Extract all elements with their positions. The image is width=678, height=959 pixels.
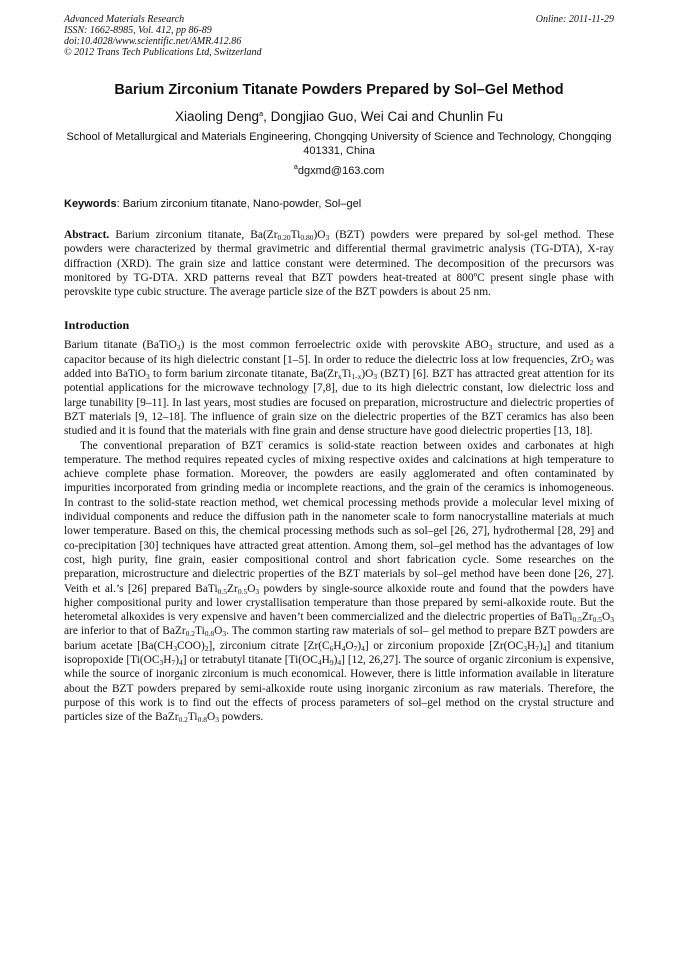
subscript: 0.5 [592, 615, 603, 625]
subscript: 4 [317, 658, 322, 668]
doi-line: doi:10.4028/www.scientific.net/AMR.412.86 [64, 36, 242, 47]
abstract-text: (BZT) powders were prepared by sol-gel method. These powders were characterized by thermal gravimetric and differential thermal gravimetric analysis (TG-DTA), X-ray diffraction (XRD). The grain size and lattice constant were determined. The decomposition of the precursors was monitored by TG-DTA. XRD patterns reveal that BZT powders heat-treated at 800ºC present single phase with perovskite type cubic structure. The average particle size of the BZT powders is about 25 nm. [64, 229, 614, 299]
text-run: Zr [227, 582, 238, 595]
subscript: 3 [222, 629, 227, 639]
subscript: 3 [173, 643, 177, 653]
subscript: 0.5 [217, 586, 228, 596]
section-heading-introduction: Introduction [64, 318, 130, 333]
text-run: H [333, 639, 342, 652]
text-run: Zr [581, 611, 593, 624]
other-authors: , Dongjiao Guo, Wei Cai and Chunlin Fu [263, 109, 504, 124]
text-run: H [321, 654, 330, 667]
email-superscript: a [293, 162, 298, 171]
abstract-text: Ti [290, 229, 301, 241]
text-run: ) is the most common ferroelectric oxide with perovskite ABO [180, 339, 489, 352]
text-run: O [214, 625, 223, 638]
subscript: 4 [542, 643, 547, 653]
subscript: 7 [535, 643, 539, 653]
keywords-label: Keywords [64, 198, 117, 210]
text-run: are inferior to that of BaZr [64, 625, 186, 638]
text-run: structure, and used as a capacitor because of its high dielectric constant [1–5]. In order to reduce the dielectric loss at low frequencies, ZrO [64, 339, 615, 366]
text-run: ) [175, 654, 180, 667]
subscript: 4 [361, 643, 365, 653]
text-run: O [345, 639, 354, 652]
text-run: ) [538, 639, 543, 652]
subscript: 0.8 [204, 629, 215, 639]
subscript: 2 [204, 643, 209, 653]
subscript: 3 [523, 643, 527, 653]
intro-paragraph-1 [64, 338, 614, 438]
text-run: ] or tetrabutyl titanate [Ti(OC [182, 654, 318, 667]
author-superscript: a [259, 109, 264, 118]
text-run: ] and titanium isopropoxide [Ti(OC [64, 639, 614, 667]
journal-header [64, 14, 614, 58]
subscript: 3 [159, 658, 164, 668]
text-run: )O [361, 368, 374, 381]
subscript: 3 [610, 615, 614, 625]
subscript: 2 [589, 357, 594, 367]
abstract-label: Abstract. [64, 229, 110, 241]
corresponding-email [64, 164, 614, 178]
abstract-text: Barium zirconium titanate, Ba(Zr [109, 229, 278, 241]
text-run: O [247, 582, 256, 595]
subscript: 4 [341, 643, 346, 653]
text-run: COO) [176, 639, 205, 652]
abstract [64, 228, 614, 299]
paper-page [64, 14, 614, 725]
abstract-text: )O [313, 229, 326, 241]
text-run: H [163, 654, 172, 667]
intro-paragraph-2 [64, 439, 614, 725]
text-run: Ti [195, 625, 205, 638]
subscript: 3 [215, 715, 219, 725]
subscript: 0.20 [277, 233, 291, 242]
text-run: Ti [341, 368, 352, 381]
subscript: 6 [329, 643, 334, 653]
text-run: powders by single-source alkoxide route and found that the powders have higher compositional purity and lower crystallisation temperature than those prepared by semi-alkoxide route. But the heterometal alkoxides is very expensive and haven’t been commercialized and the dielectric properties of BaTi [64, 582, 615, 624]
text-run: H [527, 639, 536, 652]
author-list [64, 108, 614, 125]
text-run: ) [357, 639, 362, 652]
text-run: Ti [187, 711, 198, 724]
text-run: The conventional preparation of BZT ceramics is solid-state reaction between oxides and carbonates at high temperature. The method requires repeated cycles of mixing respective oxides and calcinations at high temperature to achieve complete phase formation. Moreover, the powders are easily agglomerated and often contaminated by impurities incorporated from grinding media or incomplete reactions, and the grain of the ceramics is inhomogeneous. In contrast to the solid-state reaction method, wet chemical processing methods provide a molecular level mixing of individual components and reduce the diffusion path in the nanometer scale to form nanocrystalline materials at much lower temperature. Based on this, the chemical processing methods such as sol–gel [26, 27], hydrothermal [28, 29] and co-precipitation [30] techniques have attracted great attention. Among them, sol–gel method has the advantages of low cost, high purity, fine grain, easier compositional control and short fabrication cycle. Some researches on the preparation, microstructure and dielectric properties of the BZT materials by sol–gel method have been done [26, 27]. Veith et al.’s [26] prepared BaTi [64, 439, 614, 595]
subscript: 4 [179, 658, 183, 668]
subscript: 0.5 [572, 615, 582, 625]
subscript: 0.8 [197, 715, 207, 725]
text-run: ] or zirconium propoxide [Zr(OC [364, 639, 524, 652]
subscript: 9 [329, 658, 334, 668]
journal-name: Advanced Materials Research [64, 14, 185, 25]
subscript: 3 [488, 343, 493, 353]
keywords [64, 197, 614, 211]
subscript: 3 [255, 586, 260, 596]
subscript: 1-x [351, 372, 362, 382]
keywords-text: : Barium zirconium titanate, Nano-powder, Sol–gel [116, 198, 362, 210]
text-run: . The common starting raw materials of sol– gel method to prepare BZT powders are barium acetate [Ba(CH [64, 625, 614, 652]
issn-line: ISSN: 1662-8985, Vol. 412, pp 86-89 [64, 25, 212, 36]
text-run: was added into BaTiO [64, 353, 615, 381]
paper-title: Barium Zirconium Titanate Powders Prepared by Sol–Gel Method [114, 82, 564, 98]
text-run: to form barium zirconate titanate, Ba(Zr [149, 368, 338, 381]
text-run: O [602, 611, 611, 624]
subscript: 3 [146, 372, 150, 382]
subscript: 4 [337, 658, 342, 668]
subscript: x [337, 372, 342, 382]
email-address: dgxmd@163.com [297, 165, 385, 177]
subscript: 7 [353, 643, 358, 653]
subscript: 7 [171, 658, 176, 668]
subscript: 0.5 [237, 586, 248, 596]
text-run: (BZT) [6]. BZT has attracted great attention for its potential applications for the microwave technology [7,8], due to its high dielectric constant, low dielectric loss and large tunability [9–11]. In last years, most studies are focused on preparation, microstructure and dielectric properties of BZT materials [9, 12–18]. The influence of grain size on the dielectric properties of the BZT ceramics has also been studied and it is found that the materials with fine grain and dense structure have good dielectric properties [13, 18]. [64, 368, 615, 438]
subscript: 0.2 [185, 629, 196, 639]
text-run: ) [333, 654, 338, 667]
text-run: ], zirconium citrate [Zr(C [208, 639, 330, 652]
subscript: 3 [325, 233, 330, 242]
affiliation: School of Metallurgical and Materials Engineering, Chongqing University of Science and Technology, Chongqing 401331, China [66, 131, 612, 157]
text-run: ] [12, 26,27]. The source of organic zirconium is expensive, while the source of inorganic zirconium is much economical. However, there is little information available in literature about the BZT powders prepared by semi-alkoxide route using inorganic zirconium as raw materials. Therefore, the purpose of this work is to find out the effects of process parameters of sol–gel method on the crystal structure and particles size of the BaZr [64, 654, 614, 724]
text-run: Barium titanate (BaTiO [64, 339, 177, 352]
text-run: powders. [218, 711, 264, 724]
text-run: O [206, 711, 216, 724]
subscript: 3 [176, 343, 181, 353]
online-date: Online: 2011-11-29 [535, 14, 614, 25]
subscript: 0.2 [178, 715, 188, 725]
author-name: Xiaoling Deng [174, 109, 259, 124]
subscript: 0.80 [300, 233, 314, 242]
copyright-line: © 2012 Trans Tech Publications Ltd, Switzerland [64, 47, 262, 58]
subscript: 3 [373, 372, 378, 382]
